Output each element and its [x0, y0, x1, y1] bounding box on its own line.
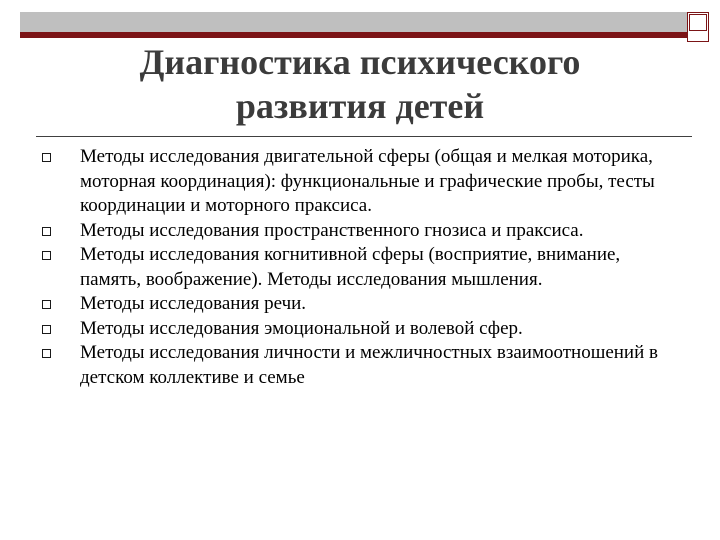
- title-line-2: развития детей: [235, 86, 485, 126]
- bullet-item-personality: [38, 341, 678, 390]
- slide-title: [60, 40, 660, 128]
- corner-square-decoration: [687, 12, 709, 42]
- square-bullet-icon: [42, 227, 51, 236]
- square-bullet-icon: [42, 325, 51, 334]
- bullet-item-spatial: [38, 219, 678, 244]
- bullet-item-cognitive: [38, 243, 678, 292]
- bullet-list: [38, 145, 678, 390]
- title-divider: [36, 136, 692, 137]
- title-line-1: Диагностика психического: [139, 42, 581, 82]
- bullet-text: Методы исследования эмоциональной и волевой сфер.: [80, 317, 523, 339]
- square-bullet-icon: [42, 349, 51, 358]
- square-bullet-icon: [42, 153, 51, 162]
- square-bullet-icon: [42, 300, 51, 309]
- bullet-item-motor: [38, 145, 678, 219]
- square-bullet-icon: [42, 251, 51, 260]
- bullet-text: Методы исследования личности и межличностных взаимоотношений в детском коллективе и семье: [80, 342, 658, 388]
- bullet-text: Методы исследования когнитивной сферы (восприятие, внимание, память, воображение). Методы исследования мышления.: [80, 244, 621, 290]
- bullet-item-speech: [38, 292, 678, 317]
- bullet-item-emotional: [38, 317, 678, 342]
- bullet-text: Методы исследования речи.: [80, 293, 307, 314]
- bullet-text: Методы исследования пространственного гнозиса и праксиса.: [80, 219, 584, 241]
- bullet-text: Методы исследования двигательной сферы (общая и мелкая моторика, моторная координация): функциональные и графические пробы, тесты координации и моторного праксиса.: [80, 146, 655, 216]
- header-accent-stripe: [20, 32, 696, 38]
